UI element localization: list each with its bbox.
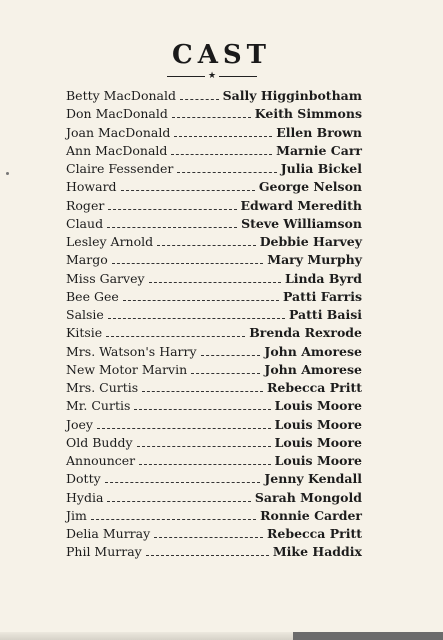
- heading-ornament-rule: [167, 72, 257, 82]
- dash-leader: [123, 300, 279, 301]
- actor-name: Edward Meredith: [240, 197, 362, 213]
- role-name: Howard: [66, 179, 117, 195]
- dash-leader: [174, 136, 272, 137]
- cast-row: [66, 251, 362, 269]
- cast-row: [66, 142, 362, 160]
- cast-row: [66, 361, 362, 379]
- dash-leader: [142, 391, 263, 392]
- role-name: Mrs. Curtis: [66, 380, 139, 395]
- actor-name: Steve Williamson: [241, 215, 362, 231]
- role-name: Old Buddy: [66, 434, 133, 450]
- dash-leader: [97, 428, 271, 429]
- cast-row: [66, 397, 362, 415]
- actor-name: Louis Moore: [274, 434, 362, 450]
- dash-leader: [106, 336, 245, 337]
- actor-name: Linda Byrd: [285, 270, 362, 286]
- cast-row: [66, 489, 362, 507]
- role-name: Joan MacDonald: [66, 124, 171, 140]
- role-name: Mrs. Watson's Harry: [66, 343, 197, 359]
- role-name: Ann MacDonald: [66, 142, 168, 158]
- cast-row: [66, 87, 362, 105]
- dash-leader: [146, 555, 269, 556]
- actor-name: Mike Haddix: [272, 544, 362, 560]
- actor-name: George Nelson: [258, 179, 362, 195]
- cast-row: [66, 507, 362, 525]
- dash-leader: [201, 355, 261, 356]
- cast-list: [66, 87, 362, 562]
- role-name: Margo: [66, 252, 108, 268]
- role-name: New Motor Marvin: [66, 361, 188, 377]
- actor-name: Ronnie Carder: [260, 507, 362, 523]
- actor-name: Brenda Rexrode: [249, 325, 362, 341]
- dash-leader: [191, 373, 260, 374]
- actor-name: Rebecca Pritt: [267, 526, 362, 541]
- cast-row: [66, 270, 362, 288]
- role-name: Salsie: [66, 307, 104, 322]
- cast-row: [66, 288, 362, 306]
- cast-row: [66, 215, 362, 233]
- cast-row: [66, 197, 362, 215]
- actor-name: Jenny Kendall: [264, 471, 362, 487]
- actor-name: Rebecca Pritt: [267, 380, 362, 395]
- actor-name: John Amorese: [264, 343, 362, 359]
- paper-speck: [6, 172, 9, 175]
- dash-leader: [107, 501, 250, 502]
- dash-leader: [149, 282, 281, 283]
- role-name: Lesley Arnold: [66, 234, 154, 249]
- cast-row: [66, 343, 362, 361]
- dash-leader: [172, 117, 251, 118]
- dash-leader: [139, 464, 270, 465]
- dash-leader: [112, 263, 263, 264]
- actor-name: Patti Farris: [282, 288, 362, 304]
- role-name: Betty MacDonald: [66, 88, 176, 103]
- actor-name: Marnie Carr: [276, 142, 362, 158]
- role-name: Joey: [66, 416, 93, 432]
- rule-right: [219, 76, 257, 77]
- rule-left: [167, 76, 205, 77]
- dash-leader: [180, 99, 219, 100]
- role-name: Hydia: [66, 489, 104, 505]
- dash-leader: [105, 482, 261, 483]
- role-name: Dotty: [66, 471, 101, 487]
- cast-row: [66, 160, 362, 178]
- scan-shadow: [293, 632, 443, 640]
- actor-name: Julia Bickel: [280, 161, 362, 176]
- cast-row: [66, 178, 362, 196]
- dash-leader: [157, 245, 256, 246]
- role-name: Kitsie: [66, 325, 103, 341]
- role-name: Claire Fessender: [66, 161, 174, 176]
- role-name: Roger: [66, 197, 105, 213]
- cast-row: [66, 379, 362, 397]
- role-name: Don MacDonald: [66, 106, 168, 122]
- dash-leader: [137, 446, 271, 447]
- role-name: Mr. Curtis: [66, 398, 131, 414]
- dash-leader: [177, 172, 276, 173]
- cast-row: [66, 525, 362, 543]
- actor-name: Patti Baisi: [288, 307, 362, 322]
- cast-row: [66, 543, 362, 561]
- actor-name: John Amorese: [264, 361, 362, 377]
- page-bottom-edge: [0, 632, 443, 640]
- cast-row: [66, 452, 362, 470]
- cast-row: [66, 324, 362, 342]
- actor-name: Sarah Mongold: [254, 489, 362, 505]
- dash-leader: [171, 154, 272, 155]
- actor-name: Debbie Harvey: [259, 234, 362, 249]
- cast-row: [66, 434, 362, 452]
- cast-heading: CAST: [172, 40, 271, 70]
- dash-leader: [154, 537, 263, 538]
- role-name: Miss Garvey: [66, 270, 145, 286]
- role-name: Announcer: [66, 453, 136, 468]
- role-name: Claud: [66, 215, 104, 231]
- actor-name: Louis Moore: [274, 398, 362, 414]
- dash-leader: [108, 318, 285, 319]
- cast-row: [66, 306, 362, 324]
- dash-leader: [108, 209, 236, 210]
- cast-row: [66, 105, 362, 123]
- role-name: Phil Murray: [66, 544, 142, 560]
- cast-row: [66, 470, 362, 488]
- dash-leader: [121, 190, 255, 191]
- actor-name: Louis Moore: [274, 416, 362, 432]
- dash-leader: [91, 519, 256, 520]
- dash-leader: [107, 227, 237, 228]
- actor-name: Mary Murphy: [267, 252, 362, 268]
- cast-row: [66, 233, 362, 251]
- star-icon: ★: [207, 71, 217, 81]
- role-name: Bee Gee: [66, 288, 119, 304]
- cast-row: [66, 124, 362, 142]
- cast-row: [66, 416, 362, 434]
- actor-name: Louis Moore: [274, 453, 362, 468]
- dash-leader: [134, 409, 270, 410]
- role-name: Delia Murray: [66, 526, 151, 541]
- role-name: Jim: [66, 507, 87, 523]
- actor-name: Ellen Brown: [276, 124, 362, 140]
- actor-name: Sally Higginbotham: [222, 88, 362, 103]
- actor-name: Keith Simmons: [254, 106, 362, 122]
